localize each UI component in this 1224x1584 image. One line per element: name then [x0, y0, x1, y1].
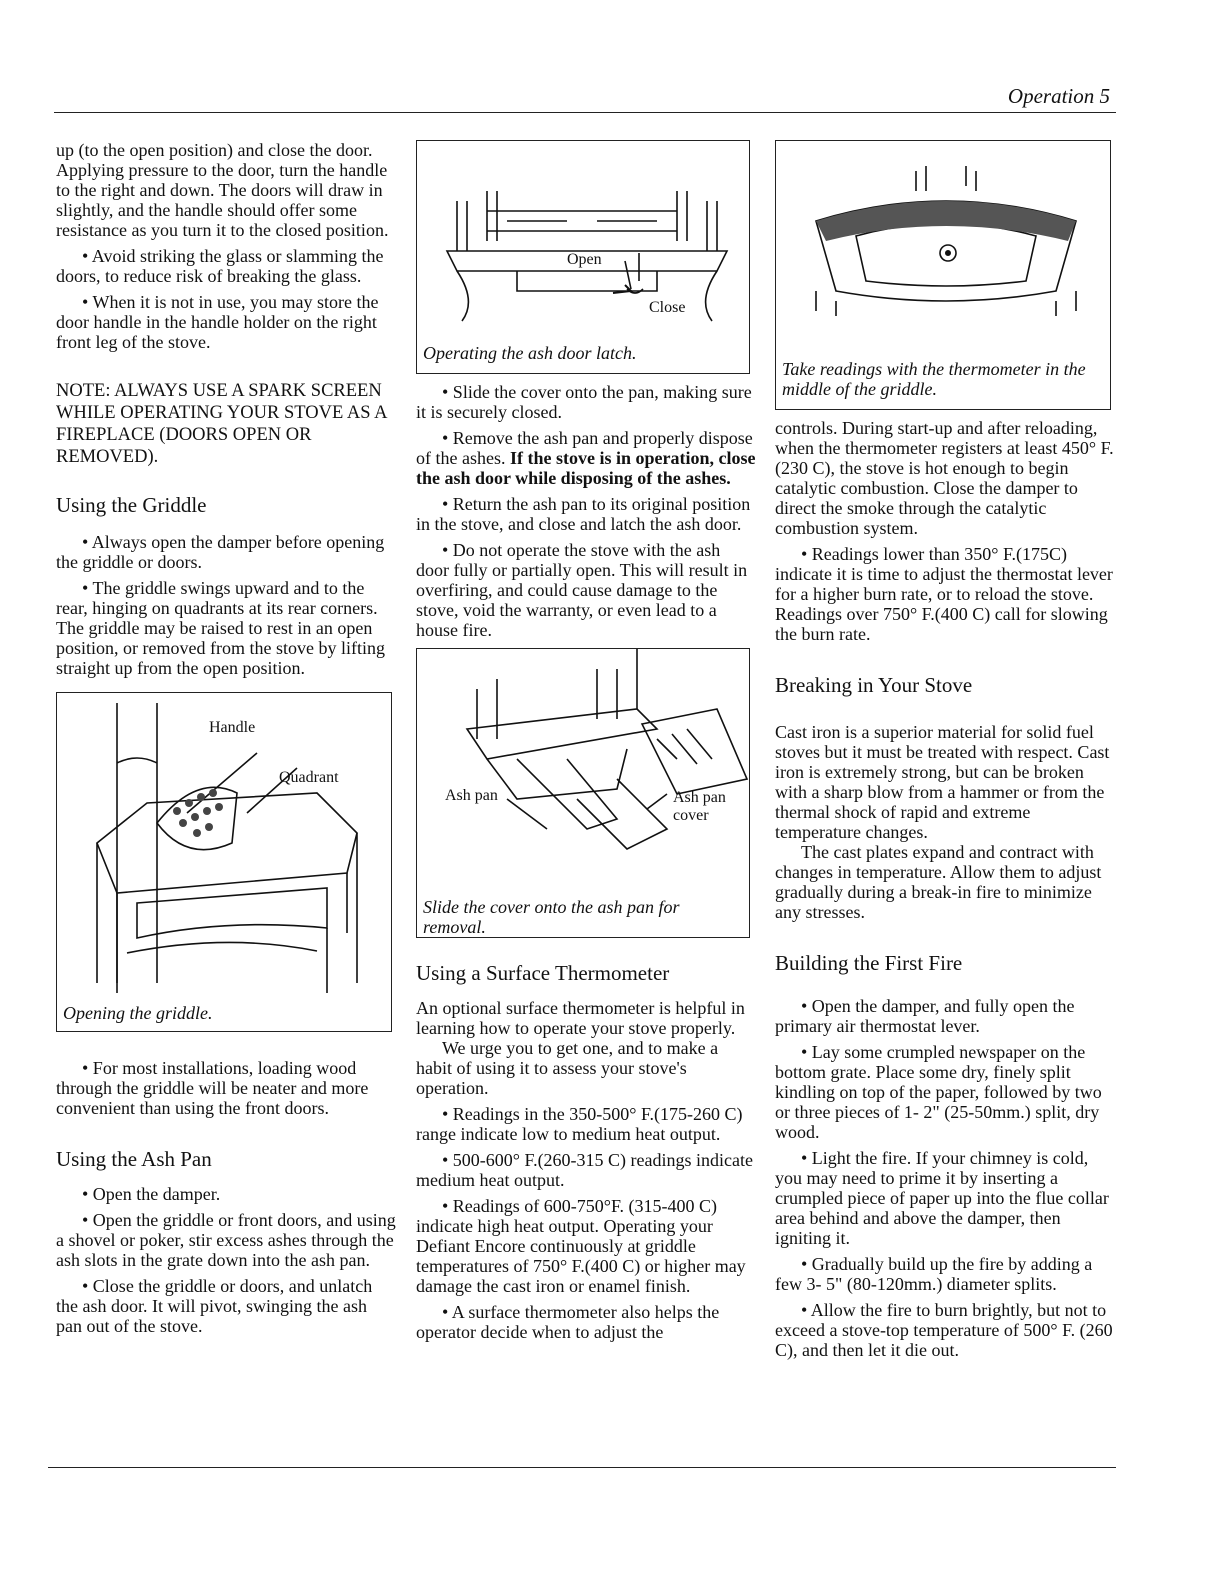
ash-pan-label: Ash pan [445, 787, 498, 804]
spark-screen-note: NOTE: ALWAYS USE A SPARK SCREEN WHILE OPERATING YOUR STOVE AS A FIREPLACE (DOORS OPEN OR REMOVED). [56, 381, 387, 467]
figure-caption: Slide the cover onto the ash pan for removal. [423, 897, 680, 937]
quadrant-label: Quadrant [279, 769, 339, 786]
handle-label: Handle [209, 719, 256, 736]
thermometer-illustration [776, 141, 1110, 355]
bullet: • Readings lower than 350° F.(175C) indicate it is time to adjust the thermostat lever for a higher burn rate, or to reload the stove. Readings over 750° F.(400 C) call for slowing the burn rate. [775, 544, 1113, 644]
column-2 [416, 140, 756, 1342]
paragraph: controls. During start-up and after reloading, when the thermometer registers at least 450° F.(230 C), the stove is hot enough to begin catalytic combustion. Close the damper to direct the smoke through the catalytic combustion system. [775, 418, 1114, 538]
bullet: • Light the fire. If your chimney is cold, you may need to prime it by inserting a crumpled piece of paper up into the flue collar area behind and above the damper, then igniting it. [775, 1148, 1109, 1248]
bullet: • Open the damper. [82, 1184, 221, 1204]
bullet: • Lay some crumpled newspaper on the bottom grate. Place some dry, finely split kindling on top of the paper, followed by two or three pieces of 1- 2" (25-50mm.) split, dry wood. [775, 1042, 1102, 1142]
bullet: • Avoid striking the glass or slamming the doors, to reduce risk of breaking the glass. [56, 246, 384, 286]
page-title: Operation 5 [1007, 84, 1110, 108]
ash-pan-cover-label-1: Ash pan [673, 789, 726, 806]
ash-pan-illustration [417, 649, 749, 897]
bullet: • Close the griddle or doors, and unlatch the ash door. It will pivot, swinging the ash pan out of the stove. [56, 1276, 373, 1336]
bullet-text: • Remove the ash pan and properly dispose of the ashes. [416, 428, 753, 468]
heading-griddle: Using the Griddle [56, 493, 207, 517]
figure-ash-door-latch [416, 140, 750, 374]
figure-caption: Take readings with the thermometer in the middle of the griddle. [782, 359, 1086, 399]
column-1 [56, 140, 396, 1336]
page-header [54, 84, 1116, 113]
bullet [416, 428, 756, 488]
ash-pan-cover-label-2: cover [673, 807, 709, 824]
bullet: • Open the damper, and fully open the primary air thermostat lever. [775, 996, 1075, 1036]
bullet: • Readings in the 350-500° F.(175-260 C) range indicate low to medium heat output. [416, 1104, 743, 1144]
bullet: • Return the ash pan to its original position in the stove, and close and latch the ash door. [416, 494, 751, 534]
heading-ash-pan: Using the Ash Pan [56, 1147, 212, 1171]
warning-text: If the stove is in operation, close the ash door while disposing of the ashes. [416, 448, 756, 488]
open-label: Open [567, 251, 602, 268]
bullet: • Always open the damper before opening the griddle or doors. [56, 532, 385, 572]
heading-breaking-in: Breaking in Your Stove [775, 673, 973, 697]
paragraph: The cast plates expand and contract with changes in temperature. Allow them to adjust gradually during a break-in fire to minimize any stresses. [775, 842, 1102, 922]
bullet: • The griddle swings upward and to the rear, hinging on quadrants at its rear corners. The griddle may be raised to rest in an open position, or removed from the stove by lifting straight up from the open position. [56, 578, 385, 678]
bullet: • Do not operate the stove with the ash door fully or partially open. This will result in overfiring, and could cause damage to the stove, void the warranty, or even lead to a house fire. [416, 540, 748, 640]
heading-surface-thermometer: Using a Surface Thermometer [416, 961, 670, 985]
bullet: • Gradually build up the fire by adding a few 3- 5" (80-120mm.) diameter splits. [775, 1254, 1093, 1294]
bullet: • Allow the fire to burn brightly, but not to exceed a stove-top temperature of 500° F. (260 C), and then let it die out. [775, 1300, 1113, 1360]
latch-illustration [417, 141, 749, 337]
bullet: • Open the griddle or front doors, and using a shovel or poker, stir excess ashes through the ash slots in the grate down into the ash pan. [56, 1210, 396, 1270]
figure-caption: Operating the ash door latch. [423, 343, 637, 363]
griddle-illustration [57, 693, 391, 1003]
paragraph: An optional surface thermometer is helpful in learning how to operate your stove properly. [416, 998, 745, 1038]
bullet: • A surface thermometer also helps the operator decide when to adjust the [416, 1302, 720, 1342]
figure-griddle [56, 692, 392, 1032]
close-label: Close [649, 299, 686, 316]
column-3 [775, 140, 1115, 1360]
bullet: • For most installations, loading wood through the griddle will be neater and more convenient than using the front doors. [56, 1058, 369, 1118]
paragraph: up (to the open position) and close the door. Applying pressure to the door, turn the handle to the right and down. The doors will draw in slightly, and the handle should offer some resistance as you turn it to the closed position. [56, 140, 389, 240]
bullet: • Slide the cover onto the pan, making sure it is securely closed. [416, 382, 752, 422]
paragraph: Cast iron is a superior material for solid fuel stoves but it must be treated with respect. Cast iron is extremely strong, but can be broken with a sharp blow from a hammer or from the thermal shock of rapid and extreme temperature changes. [775, 722, 1110, 842]
figure-ash-pan-cover [416, 648, 750, 938]
figure-thermometer [775, 140, 1111, 410]
bullet: • Readings of 600-750°F. (315-400 C) indicate high heat output. Operating your Defiant Encore continuously at griddle temperatures of 750° F.(400 C) or higher may damage the cast iron or enamel finish. [416, 1196, 746, 1296]
bullet: • 500-600° F.(260-315 C) readings indicate medium heat output. [416, 1150, 754, 1190]
bullet: • When it is not in use, you may store the door handle in the handle holder on the right front leg of the stove. [56, 292, 379, 352]
bottom-rule [48, 1467, 1116, 1468]
paragraph: We urge you to get one, and to make a habit of using it to assess your stove's operation. [416, 1038, 719, 1098]
figure-caption: Opening the griddle. [63, 1003, 213, 1023]
heading-first-fire: Building the First Fire [775, 951, 963, 975]
